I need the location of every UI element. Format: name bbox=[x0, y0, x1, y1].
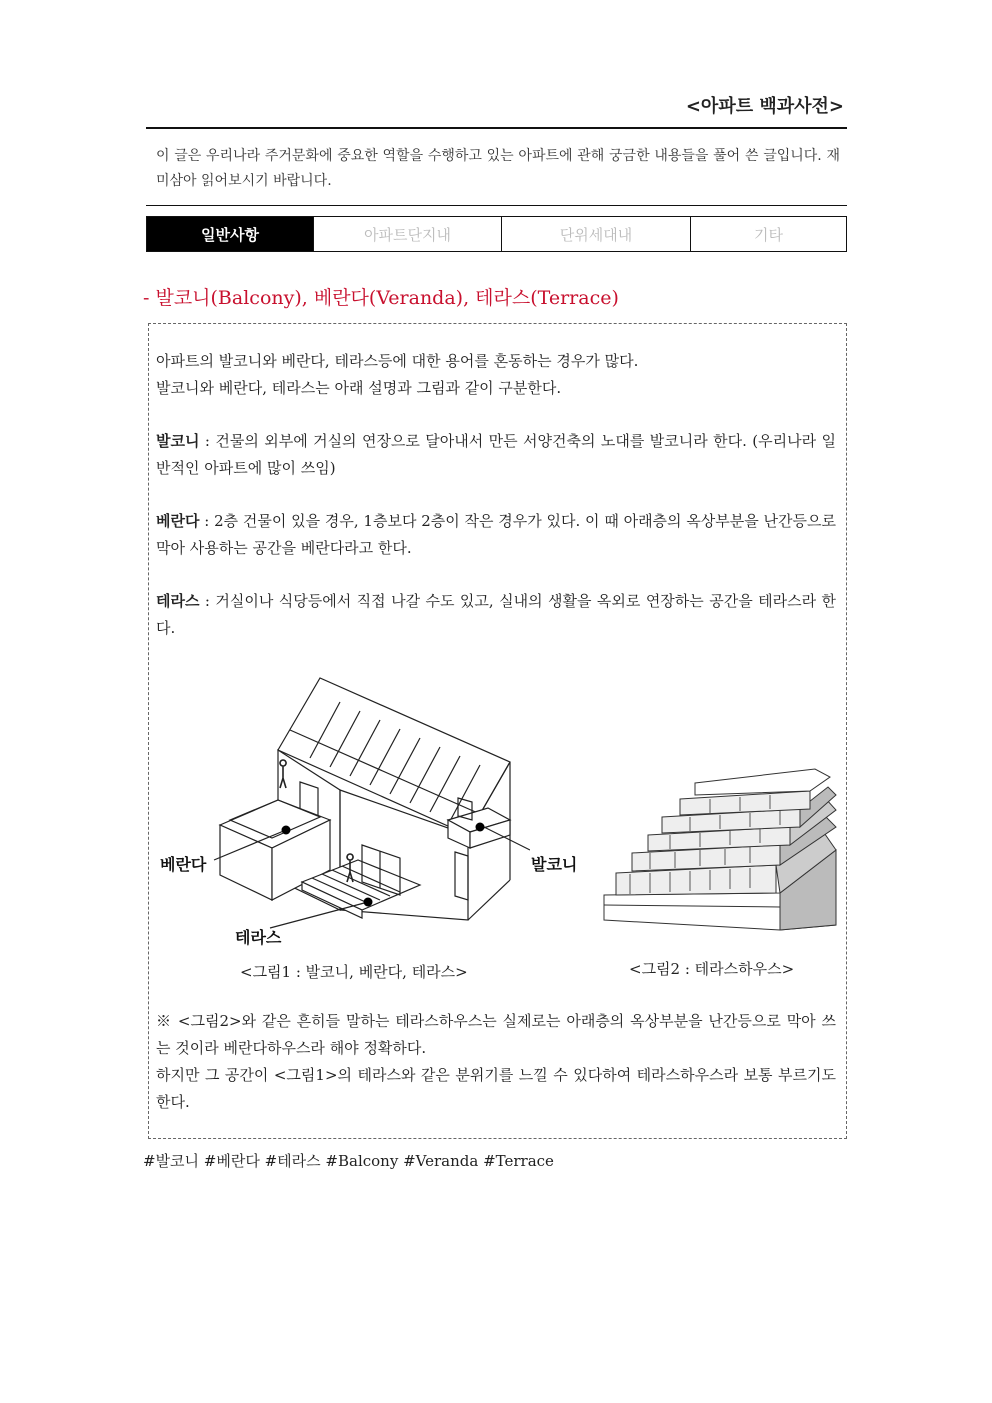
category-tabs bbox=[146, 216, 847, 252]
paragraph-intro bbox=[156, 348, 836, 402]
balcony-term: 발코니 bbox=[156, 432, 200, 450]
document-title: <아파트 백과사전> bbox=[685, 96, 844, 117]
balcony-label: 발코니 bbox=[531, 855, 578, 874]
figure2-caption: <그림2 : 테라스하우스> bbox=[629, 960, 795, 978]
balcony-description: : 건물의 외부에 거실의 연장으로 달아내서 만든 서양건축의 노대를 발코니라 한다. (우리나라 일반적인 아파트에 많이 쓰임) bbox=[156, 432, 836, 477]
terrace-label: 테라스 bbox=[235, 928, 282, 947]
veranda-description: : 2층 건물이 있을 경우, 1층보다 2층이 작은 경우가 있다. 이 때 아래층의 옥상부분을 난간등으로 막아 사용하는 공간을 베란다라고 한다. bbox=[156, 512, 836, 557]
veranda-term: 베란다 bbox=[156, 512, 200, 530]
hashtags: #발코니 #베란다 #테라스 #Balcony #Veranda #Terrace bbox=[143, 1152, 554, 1170]
note-line-1: ※ <그림2>와 같은 흔히들 말하는 테라스하우스는 실제로는 아래층의 옥상부분을 난간등으로 막아 쓰는 것이라 베란다하우스라 해야 정확하다. bbox=[156, 1012, 836, 1057]
terrace-description: : 거실이나 식당등에서 직접 나갈 수도 있고, 실내의 생활을 옥외로 연장하는 공간을 테라스라 한다. bbox=[156, 592, 836, 637]
paragraph-veranda bbox=[156, 508, 836, 562]
intro-text: 이 글은 우리나라 주거문화에 중요한 역할을 수행하고 있는 아파트에 관해 궁금한 내용들을 풀어 쓴 글입니다. 재미삼아 읽어보시기 바랍니다. bbox=[156, 148, 840, 189]
paragraph-terrace bbox=[156, 588, 836, 642]
house-illustration bbox=[200, 670, 530, 930]
header-divider bbox=[146, 127, 847, 129]
paragraph-balcony bbox=[156, 428, 836, 482]
veranda-label: 베란다 bbox=[160, 855, 207, 874]
intro-divider bbox=[146, 205, 847, 206]
tab-other[interactable]: 기타 bbox=[690, 217, 846, 251]
figure1-caption: <그림1 : 발코니, 베란다, 테라스> bbox=[240, 963, 468, 981]
intro-line-1: 아파트의 발코니와 베란다, 테라스등에 대한 용어를 혼동하는 경우가 많다. bbox=[156, 352, 639, 370]
tab-general[interactable]: 일반사항 bbox=[147, 217, 313, 251]
tab-unit[interactable]: 단위세대내 bbox=[501, 217, 690, 251]
tab-apartment-complex[interactable]: 아파트단지내 bbox=[313, 217, 501, 251]
note-line-2: 하지만 그 공간이 <그림1>의 테라스와 같은 분위기를 느낄 수 있다하여 테라스하우스라 보통 부르기도 한다. bbox=[156, 1066, 836, 1111]
intro-line-2: 발코니와 베란다, 테라스는 아래 설명과 그림과 같이 구분한다. bbox=[156, 379, 562, 397]
paragraph-note bbox=[156, 1008, 836, 1116]
terrace-term: 테라스 bbox=[156, 592, 200, 610]
section-title: - 발코니(Balcony), 베란다(Veranda), 테라스(Terrace) bbox=[143, 287, 619, 309]
terrace-house-illustration bbox=[600, 765, 840, 935]
